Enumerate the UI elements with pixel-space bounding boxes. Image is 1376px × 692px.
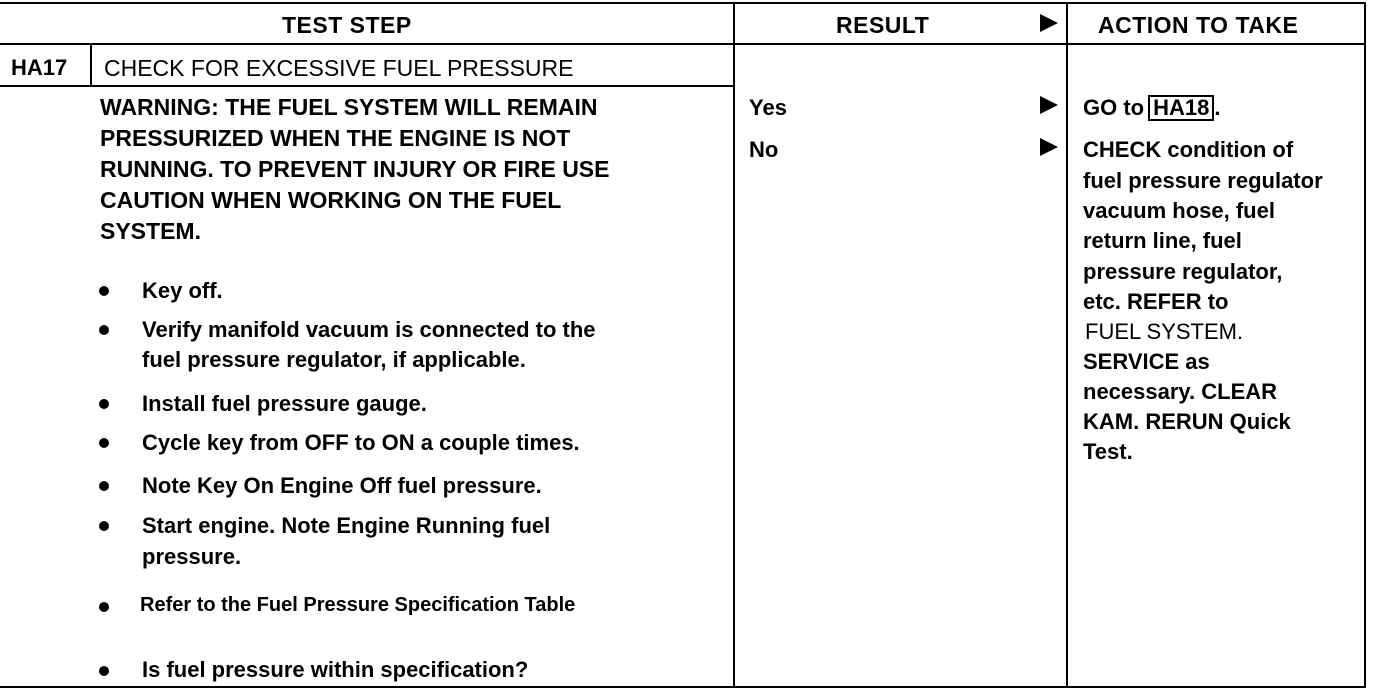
step-id: HA17 [11,55,68,80]
bullet-icon [99,602,109,612]
bullet-text: Start engine. Note Engine Running fuel [142,513,551,538]
bullet-icon [99,286,109,296]
col-divider-left [733,2,735,688]
warning-line: CAUTION WHEN WORKING ON THE FUEL [100,187,562,213]
action-yes-suffix: . [1214,95,1221,120]
result-no: No [749,137,779,162]
bullet-text: Refer to the Fuel Pressure Specification Table [140,594,576,616]
warning-line: SYSTEM. [100,218,201,244]
table-bottom-border [0,686,1366,688]
bullet-icon [99,481,109,491]
action-no-line: CHECK condition of [1083,137,1294,162]
bullet-text: pressure. [142,544,242,569]
bullet-icon [99,521,109,531]
action-no-line: Test. [1083,439,1133,464]
action-no-line: necessary. CLEAR [1083,379,1278,404]
table-top-border [0,2,1366,4]
bullet-text: Key off. [142,278,223,303]
bullet-icon [99,666,109,676]
action-no-line: etc. REFER to [1083,289,1229,314]
step-reference-link[interactable]: HA18 [1148,95,1214,121]
warning-line: PRESSURIZED WHEN THE ENGINE IS NOT [100,125,571,151]
col-divider-right [1066,2,1068,688]
arrow-icon [1040,96,1058,114]
result-yes: Yes [749,95,787,120]
bullet-text: Verify manifold vacuum is connected to the [142,317,596,342]
action-no-line: fuel pressure regulator [1083,168,1323,193]
bullet-text: Install fuel pressure gauge. [142,391,427,416]
bullet-text: Note Key On Engine Off fuel pressure. [142,473,542,498]
step-title-bottom-border [0,85,735,87]
action-no-line: SERVICE as [1083,349,1210,374]
header-arrow-icon [1040,14,1058,32]
step-title: CHECK FOR EXCESSIVE FUEL PRESSURE [104,55,574,81]
bullet-icon [99,325,109,335]
action-no-line: vacuum hose, fuel [1083,198,1275,223]
action-no-line: return line, fuel [1083,228,1242,253]
bullet-icon [99,438,109,448]
action-no-line: FUEL SYSTEM. [1085,319,1244,344]
action-yes-prefix: GO to [1083,95,1145,120]
header-bottom-border [0,43,1366,45]
action-no-line: KAM. RERUN Quick [1083,409,1291,434]
bullet-icon [99,399,109,409]
warning-line: RUNNING. TO PREVENT INJURY OR FIRE USE [100,156,610,182]
arrow-icon [1040,138,1058,156]
action-yes [1083,95,1220,121]
header-action: ACTION TO TAKE [1098,12,1299,38]
bullet-text: fuel pressure regulator, if applicable. [142,347,526,372]
table-right-border [1364,2,1366,688]
step-id-divider [90,45,92,87]
bullet-text: Cycle key from OFF to ON a couple times. [142,430,580,455]
header-test-step: TEST STEP [282,12,412,38]
header-result: RESULT [836,12,930,38]
warning-line: WARNING: THE FUEL SYSTEM WILL REMAIN [100,94,598,120]
action-no-line: pressure regulator, [1083,259,1283,284]
bullet-text: Is fuel pressure within specification? [142,657,529,682]
